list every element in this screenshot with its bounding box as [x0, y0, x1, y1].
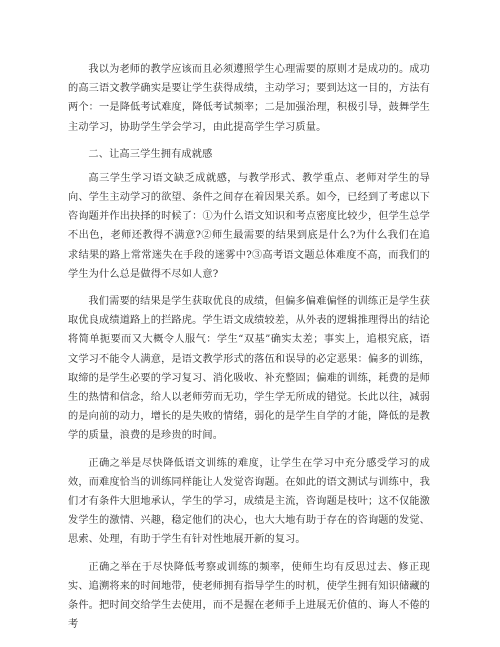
paragraph-teaching-principle: 我以为老师的教学应该而且必须遵照学生心理需要的原则才是成功的。成功的高三语文教学确实是要让学生获得成绩，主动学习；要到达这一目的，方法有两个：一是降低考试难度，降低考试频率；二是加强治理，积极引导，鼓舞学生主动学习，协助学生学会学习，由此提高学生学习质量。	[68, 64, 430, 133]
paragraph-reduce-difficulty: 正确之举是尽快降低语文训练的难度，让学生在学习中充分感受学习的成效，而难度恰当的训练同样能让人发觉咨询题。在如此的语文测试与训练中，我们才有条件大胆地承认，学生的学习，成绩是主流，咨询题是枝叶；这不仅能激发学生的激情、兴趣，稳定他们的决心，也大大地有助于存在的咨询题的发觉、思索、处理，有助于学生有针对性地展开新的复习。	[68, 457, 430, 546]
paragraph-results-needed: 我们需要的结果是学生获取优良的成绩，但偏多偏难偏怪的训练正是学生获取优良成绩道路上的拦路虎。学生语文成绩较差，从外表的逻辑推理得出的结论将简单扼要而又大概令人服气：学生“双基”确实太差；事实上，追根究底，语文学习不能令人满意，是语文教学形式的落伍和误导的必定恶果：偏多的训练，取缔的是学生必要的学习复习、消化吸收、补充整固；偏难的训练，耗费的是师生的热情和信念，给人以老师劳而无功，学生学无所成的错觉。长此以往，减弱的是向前的动力，增长的是失败的情绪，弱化的是学生自学的才能，降低的是教学的质量，浪费的是珍贵的时间。	[68, 296, 430, 442]
paragraph-lack-of-achievement: 高三学生学习语文缺乏成就感，与教学形式、教学重点、老师对学生的导向、学生主动学习的欲望、条件之间存在着因果关系。如今，已经到了考虑以下咨询题并作出抉择的时候了：①为什么语文知识和考点密度比较少，但学生总学不出色，老师还教得不满意?②师生最需要的结果到底是什么?为什么我们在追求结果的路上常常迷失在手段的迷雾中?③高考语文题总体难度不高，而我们的学生为什么总是做得不尽如人意?	[68, 172, 430, 280]
section-heading: 二、让高三学生拥有成就感	[88, 148, 213, 160]
document-body	[68, 60, 430, 642]
paragraph-reduce-frequency: 正确之举在于尽快降低考察或训练的频率，使师生均有反思过去、修正现实、追溯将来的时间地带，使老师拥有指导学生的时机，使学生拥有知识储藏的条件。把时间交给学生去使用，而不是握在老师手上进展无价值的、诲人不倦的考	[68, 561, 430, 631]
